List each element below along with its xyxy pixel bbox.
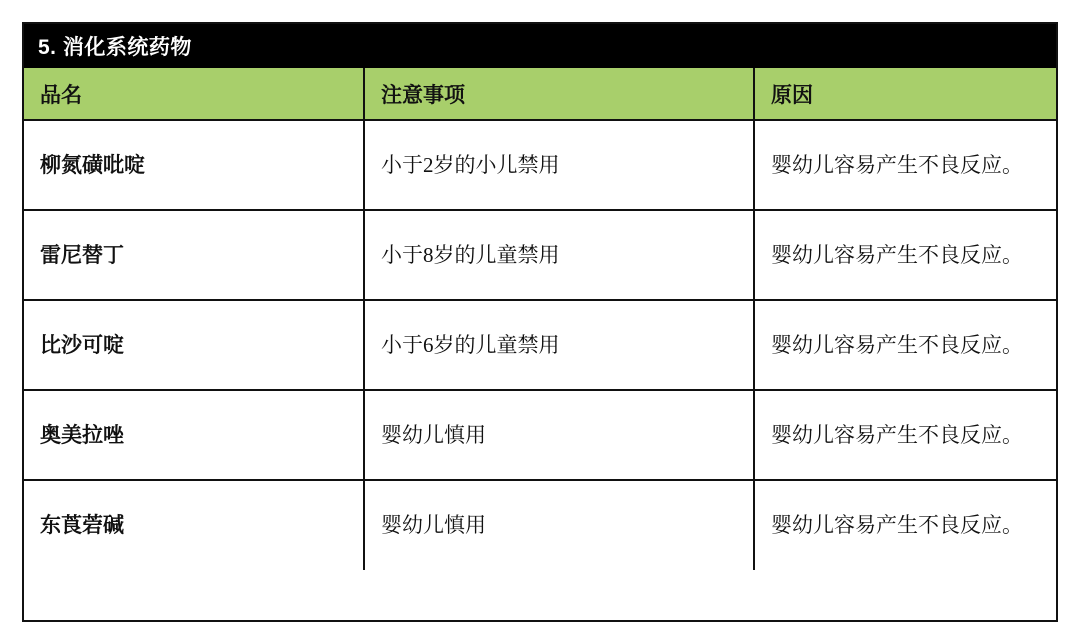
cell-reason: 婴幼儿容易产生不良反应。 bbox=[754, 300, 1056, 390]
column-header-name: 品名 bbox=[24, 68, 364, 120]
cell-drug-name: 比沙可啶 bbox=[24, 300, 364, 390]
cell-precaution: 小于8岁的儿童禁用 bbox=[364, 210, 754, 300]
cell-reason: 婴幼儿容易产生不良反应。 bbox=[771, 513, 1023, 538]
cell-reason: 婴幼儿容易产生不良反应。 bbox=[754, 120, 1056, 210]
cell-reason: 婴幼儿容易产生不良反应。 bbox=[754, 210, 1056, 300]
cell-drug-name: 东莨菪碱 bbox=[24, 480, 364, 570]
cell-drug-name: 柳氮磺吡啶 bbox=[24, 120, 364, 210]
drug-table-frame bbox=[22, 22, 1058, 622]
column-header-note: 注意事项 bbox=[364, 68, 754, 120]
cell-precaution: 婴幼儿慎用 bbox=[364, 480, 754, 570]
table-row bbox=[24, 120, 1056, 210]
table-row bbox=[24, 210, 1056, 300]
cell-drug-name: 雷尼替丁 bbox=[24, 210, 364, 300]
cell-precaution: 小于6岁的儿童禁用 bbox=[364, 300, 754, 390]
cell-reason: 婴幼儿容易产生不良反应。 bbox=[754, 390, 1056, 480]
cell-precaution: 小于2岁的小儿禁用 bbox=[364, 120, 754, 210]
table-row bbox=[24, 390, 1056, 480]
table-row bbox=[24, 300, 1056, 390]
column-header-reason: 原因 bbox=[754, 68, 1056, 120]
digestive-drugs-table bbox=[24, 68, 1056, 570]
table-header-row bbox=[24, 68, 1056, 120]
table-row bbox=[24, 480, 1056, 570]
section-title: 5. 消化系统药物 bbox=[38, 36, 192, 59]
section-title-bar bbox=[24, 24, 1056, 68]
cell-precaution: 婴幼儿慎用 bbox=[364, 390, 754, 480]
cell-drug-name: 奥美拉唑 bbox=[24, 390, 364, 480]
